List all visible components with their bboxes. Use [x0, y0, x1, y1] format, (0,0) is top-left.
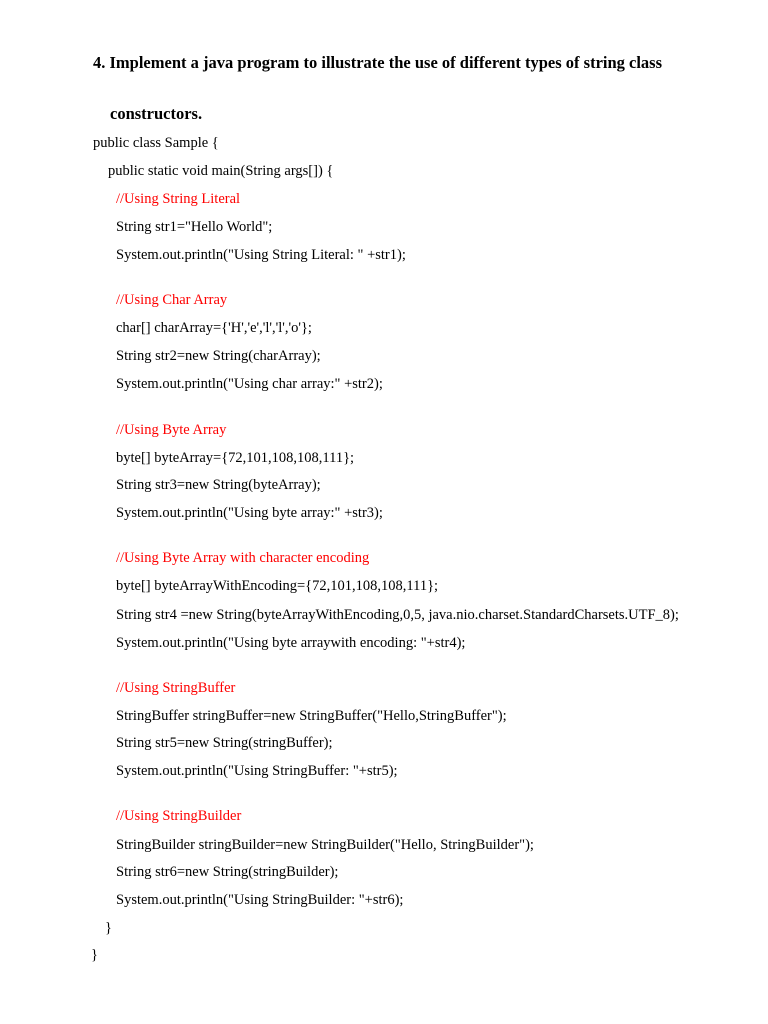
code-line: System.out.println("Using String Literal: " +str1);: [116, 247, 406, 263]
code-comment-byte-array: //Using Byte Array: [116, 422, 227, 438]
code-line: StringBuffer stringBuffer=new StringBuffer("Hello,StringBuffer");: [116, 708, 507, 724]
code-comment-stringbuilder: //Using StringBuilder: [116, 808, 242, 824]
code-comment-byte-array-encoding: //Using Byte Array with character encoding: [116, 550, 370, 566]
code-line: System.out.println("Using StringBuilder: "+str6);: [116, 892, 404, 908]
question-heading: 4. Implement a java program to illustrate the use of different types of string class: [93, 53, 663, 72]
code-line: String str4 =new String(byteArrayWithEncoding,0,5, java.nio.charset.StandardCharsets.UTF_8);: [116, 607, 679, 623]
code-line: byte[] byteArrayWithEncoding={72,101,108,108,111};: [116, 578, 439, 594]
code-line: String str5=new String(stringBuffer);: [116, 735, 333, 751]
code-line: String str2=new String(charArray);: [116, 348, 321, 364]
code-comment-char-array: //Using Char Array: [116, 292, 228, 308]
code-line: System.out.println("Using byte array:" +str3);: [116, 505, 383, 521]
code-comment-string-literal: //Using String Literal: [116, 191, 241, 207]
code-class-closing-brace: }: [91, 947, 98, 963]
question-heading-continuation: constructors.: [110, 104, 203, 123]
code-main-declaration: public static void main(String args[]) {: [108, 163, 334, 179]
code-line: StringBuilder stringBuilder=new StringBuilder("Hello, StringBuilder");: [116, 837, 534, 853]
code-line: byte[] byteArray={72,101,108,108,111};: [116, 450, 355, 466]
code-class-declaration: public class Sample {: [93, 135, 219, 151]
code-line: System.out.println("Using byte arraywith encoding: "+str4);: [116, 635, 466, 651]
code-line: String str6=new String(stringBuilder);: [116, 864, 339, 880]
code-line: char[] charArray={'H','e','l','l','o'};: [116, 320, 312, 336]
code-main-closing-brace: }: [105, 920, 112, 936]
code-comment-stringbuffer: //Using StringBuffer: [116, 680, 236, 696]
code-line: System.out.println("Using char array:" +str2);: [116, 376, 383, 392]
code-line: System.out.println("Using StringBuffer: "+str5);: [116, 763, 398, 779]
code-line: String str1="Hello World";: [116, 219, 273, 235]
code-line: String str3=new String(byteArray);: [116, 477, 321, 493]
